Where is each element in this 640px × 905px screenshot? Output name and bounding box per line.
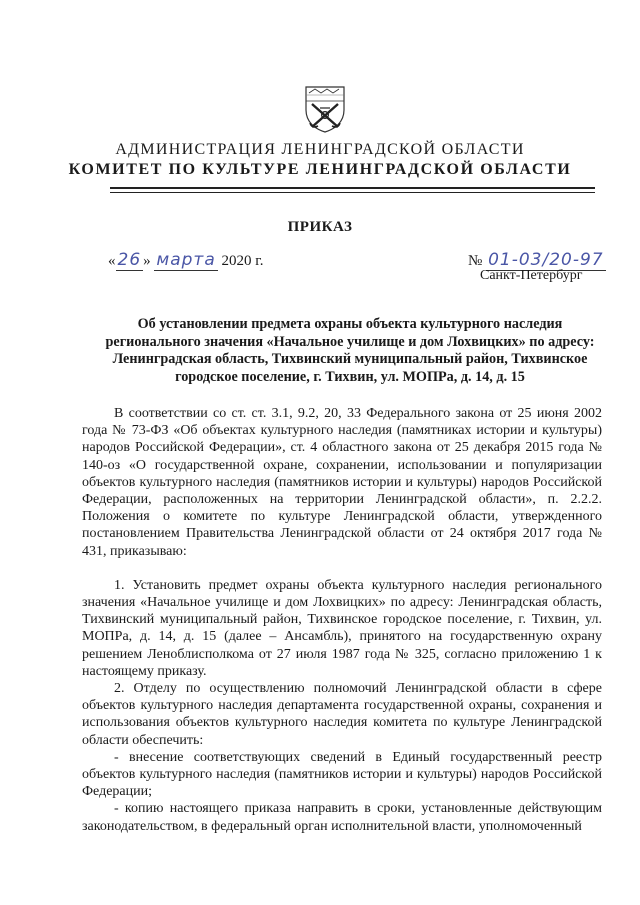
order-number (468, 250, 606, 270)
document-title: Об установлении предмета охраны объекта культурного наследия регионального значения «Начальное училище и дом Лохвицких» по адресу: Ленинградская область, Тихвинский муниципальный район, Тихвинское городское поселение, г. Тихвин, ул. МОПРа, д. 14, д. 15 (105, 316, 595, 385)
item-1-paragraph: 1. Установить предмет охраны объекта культурного наследия регионального значения «Начальное училище и дом Лохвицких» по адресу: Ленинградская область, Тихвинский муниципальный район, Тихвинское городское поселение, г. Тихвин, ул. МОПРа, д. 14, д. 15 (далее – Ансамбль), принятого на государственную охрану решением Леноблисполкома от 27 июля 1987 года № 325, согласно приложению 1 к настоящему приказу. (82, 577, 602, 679)
header-divider-thick (110, 187, 595, 189)
issue-city: Санкт-Петербург (480, 268, 583, 283)
date-year: 2020 г. (221, 253, 264, 269)
document-type-heading: ПРИКАЗ (287, 219, 353, 235)
date-quote-close: » (143, 253, 151, 269)
number-handwritten: 01-03/20-97 (488, 250, 604, 270)
document-body (82, 405, 602, 835)
coat-of-arms-emblem (303, 84, 347, 134)
order-date (108, 250, 263, 270)
date-day-handwritten: 26 (117, 250, 142, 270)
number-sign: № (468, 253, 483, 269)
preamble-paragraph: В соответствии со ст. ст. 3.1, 9.2, 20, 33 Федерального закона от 25 июня 2002 года № 73-ФЗ «Об объектах культурного наследия (памятниках истории и культуры) народов Российской Федерации», ст. 4 областного закона от 25 декабря 2015 года № 140-оз «О государственной охране, сохранении, использовании и популяризации объектов культурного наследия (памятников истории и культуры) народов Российской Федерации, расположенных на территории Ленинградской области», п. 2.2.2. Положения о комитете по культуре Ленинградской области, утвержденного постановлением Правительства Ленинградской области от 24 октября 2017 года № 431, приказываю: (82, 406, 602, 559)
item-2-bullet-registry: - внесение соответствующих сведений в Единый государственный реестр объектов культурного наследия (памятников истории и культуры) народов Российской Федерации; (82, 749, 602, 800)
date-month-handwritten: марта (156, 250, 216, 270)
org-name-administration: АДМИНИСТРАЦИЯ ЛЕНИНГРАДСКОЙ ОБЛАСТИ (115, 141, 525, 158)
org-name-committee: КОМИТЕТ ПО КУЛЬТУРЕ ЛЕНИНГРАДСКОЙ ОБЛАСТИ (68, 161, 572, 178)
header-divider-thin (110, 192, 595, 193)
date-quote-open: « (108, 253, 116, 269)
item-2-bullet-copy: - копию настоящего приказа направить в сроки, установленные действующим законодательством, в федеральный орган исполнительной власти, уполномоченный (82, 801, 602, 834)
item-2-paragraph: 2. Отделу по осуществлению полномочий Ленинградской области в сфере объектов культурного наследия департамента государственной охраны, сохранения и использования объектов культурного наследия комитета по культуре Ленинградской области обеспечить: (82, 681, 602, 748)
